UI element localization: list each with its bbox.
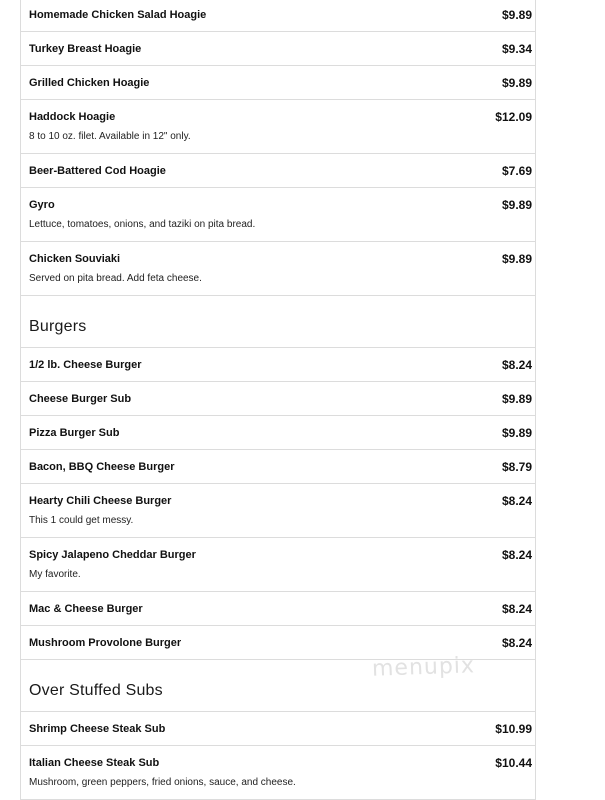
item-name: Italian Cheese Steak Sub xyxy=(29,757,160,769)
item-name: Mushroom Provolone Burger xyxy=(29,637,182,649)
item-price: $10.44 xyxy=(495,756,532,770)
item-name: Grilled Chicken Hoagie xyxy=(29,77,150,89)
item-name: Chicken Souviaki xyxy=(29,253,121,265)
menu-item xyxy=(21,242,535,296)
item-description: 8 to 10 oz. filet. Available in 12" only. xyxy=(29,131,191,142)
item-price: $7.69 xyxy=(501,164,532,178)
item-name: Homemade Chicken Salad Hoagie xyxy=(29,9,207,21)
item-price: $8.24 xyxy=(501,358,532,372)
item-name: Pizza Burger Sub xyxy=(29,427,120,439)
menu-item xyxy=(21,538,535,592)
menu-item xyxy=(21,348,535,382)
item-name: Turkey Breast Hoagie xyxy=(29,43,142,55)
item-price: $9.89 xyxy=(501,426,532,440)
item-name: Shrimp Cheese Steak Sub xyxy=(29,723,166,735)
item-description: Lettuce, tomatoes, onions, and taziki on pita bread. xyxy=(29,219,256,230)
item-price: $8.24 xyxy=(501,548,532,562)
menu-item xyxy=(21,0,535,32)
menu-item xyxy=(21,100,535,154)
item-name: Bacon, BBQ Cheese Burger xyxy=(29,461,175,473)
item-price: $8.24 xyxy=(501,636,532,650)
menu-item xyxy=(21,188,535,242)
item-description: This 1 could get messy. xyxy=(29,515,134,526)
item-price: $12.09 xyxy=(495,110,532,124)
menu-item xyxy=(21,66,535,100)
menu-item xyxy=(21,484,535,538)
section-title-burgers: Burgers xyxy=(21,296,535,348)
menu-item xyxy=(21,712,535,746)
menu-item xyxy=(21,416,535,450)
item-name: Gyro xyxy=(29,199,55,211)
menu-item xyxy=(21,382,535,416)
menu-item xyxy=(21,626,535,660)
item-price: $9.89 xyxy=(501,392,532,406)
item-name: Spicy Jalapeno Cheddar Burger xyxy=(29,549,196,561)
menu-list xyxy=(20,0,536,800)
item-price: $8.79 xyxy=(501,460,532,474)
item-description: Served on pita bread. Add feta cheese. xyxy=(29,273,202,284)
item-name: Haddock Hoagie xyxy=(29,111,116,123)
item-name: Beer-Battered Cod Hoagie xyxy=(29,165,166,177)
watermark-logo: menupix xyxy=(371,653,476,682)
menu-item xyxy=(21,746,535,800)
menu-item xyxy=(21,450,535,484)
item-name: Cheese Burger Sub xyxy=(29,393,132,405)
item-price: $8.24 xyxy=(501,494,532,508)
item-price: $9.89 xyxy=(501,76,532,90)
item-name: Mac & Cheese Burger xyxy=(29,603,143,615)
item-description: Mushroom, green peppers, fried onions, sauce, and cheese. xyxy=(29,777,296,788)
item-price: $9.89 xyxy=(501,198,532,212)
menu-item xyxy=(21,154,535,188)
item-price: $10.99 xyxy=(495,722,532,736)
item-price: $8.24 xyxy=(501,602,532,616)
section-title-subs: Over Stuffed Subs xyxy=(21,660,535,712)
menu-item xyxy=(21,592,535,626)
item-price: $9.89 xyxy=(501,8,532,22)
item-price: $9.34 xyxy=(501,42,532,56)
item-name: 1/2 lb. Cheese Burger xyxy=(29,359,142,371)
item-price: $9.89 xyxy=(501,252,532,266)
item-description: My favorite. xyxy=(29,569,81,580)
menu-item xyxy=(21,32,535,66)
item-name: Hearty Chili Cheese Burger xyxy=(29,495,172,507)
